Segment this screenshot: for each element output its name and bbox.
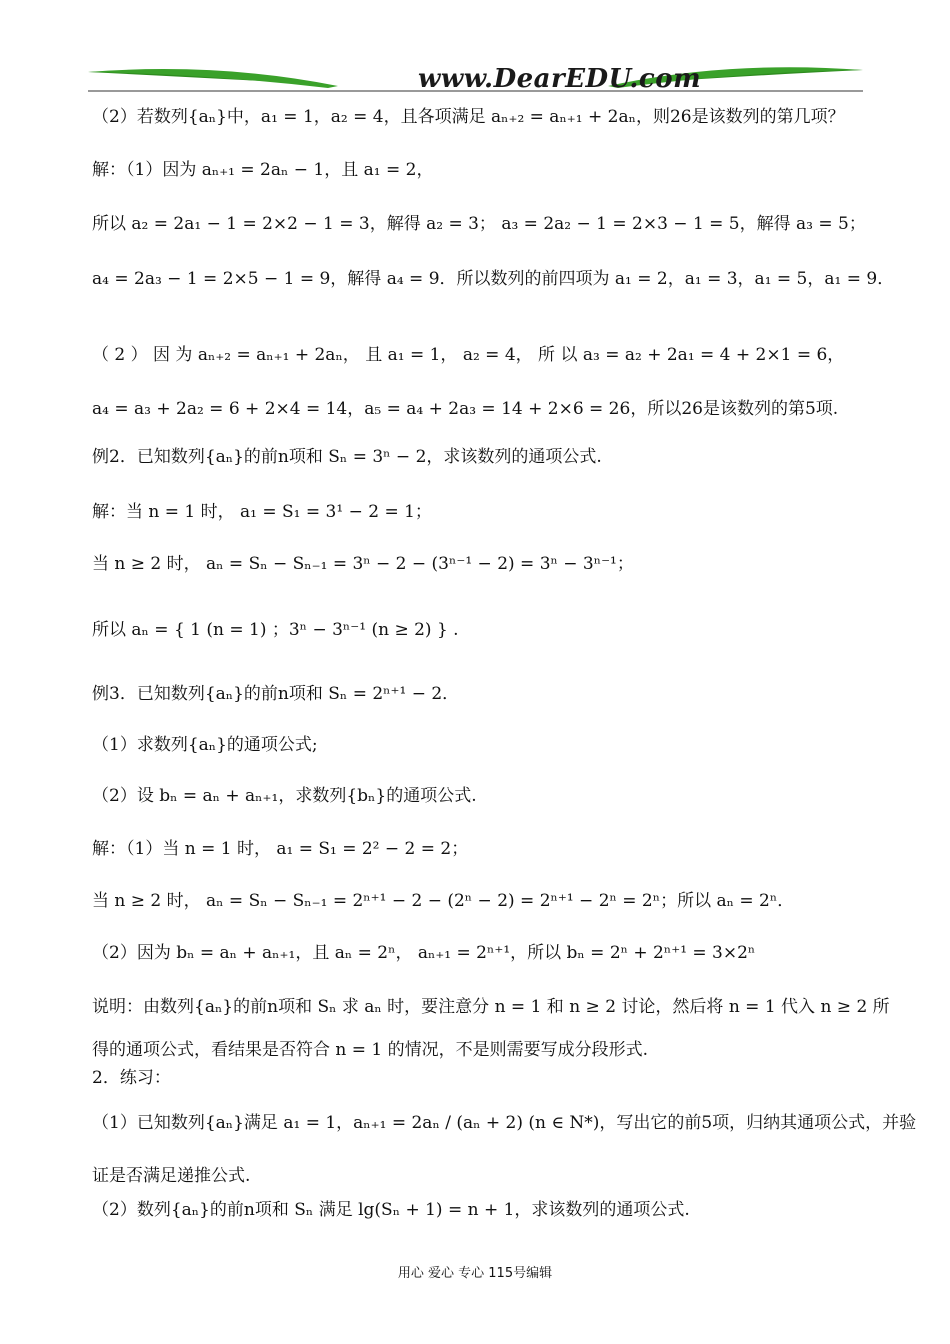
text-line-5: （ 2 ） 因 为 aₙ₊₂ = aₙ₊₁ + 2aₙ， 且 a₁ = 1， a₂ = 4， 所 以 a₃ = a₂ + 2a₁ = 4 + 2×1 = 6， [92,345,845,365]
text-line-14: 解：（1）当 n = 1 时， a₁ = S₁ = 2² − 2 = 2； [92,839,469,859]
note-line-1: 说明：由数列{aₙ}的前n项和 Sₙ 求 aₙ 时，要注意分 n = 1 和 n ≥ 2 讨论，然后将 n = 1 代入 n ≥ 2 所 [92,997,890,1017]
text-line-12: （1）求数列{aₙ}的通项公式; [92,735,318,755]
text-line-9: 当 n ≥ 2 时， aₙ = Sₙ − Sₙ₋₁ = 3ⁿ − 2 − (3ⁿ⁻¹ − 2) = 3ⁿ − 3ⁿ⁻¹； [92,554,634,574]
text-line-13: （2）设 bₙ = aₙ + aₙ₊₁，求数列{bₙ}的通项公式. [92,786,477,806]
exercise-1-line-2: 证是否满足递推公式. [92,1166,251,1186]
piecewise-formula-line: 所以 aₙ = { 1 (n = 1) ；3ⁿ − 3ⁿ⁻¹ (n ≥ 2) } . [92,620,459,640]
example-3-heading: 例3．已知数列{aₙ}的前n项和 Sₙ = 2ⁿ⁺¹ − 2． [92,684,460,704]
text-line-3: 所以 a₂ = 2a₁ − 1 = 2×2 − 1 = 3，解得 a₂ = 3； a₃ = 2a₂ − 1 = 2×3 − 1 = 5，解得 a₃ = 5； [92,214,866,234]
note-line-2: 得的通项公式，看结果是否符合 n = 1 的情况，不是则需要写成分段形式. [92,1040,649,1060]
text-line-2: 解：（1）因为 aₙ₊₁ = 2aₙ − 1，且 a₁ = 2， [92,160,434,180]
text-line-15: 当 n ≥ 2 时， aₙ = Sₙ − Sₙ₋₁ = 2ⁿ⁺¹ − 2 − (2ⁿ − 2) = 2ⁿ⁺¹ − 2ⁿ = 2ⁿ；所以 aₙ = 2ⁿ． [92,891,795,911]
text-line-6: a₄ = a₃ + 2a₂ = 6 + 2×4 = 14，a₅ = a₄ + 2a₃ = 14 + 2×6 = 26，所以26是该数列的第5项. [92,399,839,419]
text-line-16: （2）因为 bₙ = aₙ + aₙ₊₁，且 aₙ = 2ⁿ， aₙ₊₁ = 2ⁿ⁺¹，所以 bₙ = 2ⁿ + 2ⁿ⁺¹ = 3×2ⁿ [92,943,756,963]
exercise-1-line-1: （1）已知数列{aₙ}满足 a₁ = 1，aₙ₊₁ = 2aₙ / (aₙ + 2) (n ∈ N*)，写出它的前5项，归纳其通项公式，并验 [92,1113,917,1133]
exercise-2-line: （2）数列{aₙ}的前n项和 Sₙ 满足 lg(Sₙ + 1) = n + 1，求该数列的通项公式. [92,1200,690,1220]
site-logo: www.DearEDU.com [418,64,702,94]
exercise-heading: 2．练习： [92,1068,171,1088]
page-footer: 用心 爱心 专心 115号编辑 [397,1266,553,1281]
text-line-8: 解：当 n = 1 时， a₁ = S₁ = 3¹ − 2 = 1； [92,502,432,522]
text-line-4: a₄ = 2a₃ − 1 = 2×5 − 1 = 9，解得 a₄ = 9．所以数列的前四项为 a₁ = 2，a₁ = 3，a₁ = 5，a₁ = 9． [92,269,895,289]
example-2-heading: 例2．已知数列{aₙ}的前n项和 Sₙ = 3ⁿ − 2，求该数列的通项公式. [92,447,602,467]
text-line-1: （2）若数列{aₙ}中，a₁ = 1，a₂ = 4，且各项满足 aₙ₊₂ = aₙ₊₁ + 2aₙ，则26是该数列的第几项？ [92,107,845,127]
page-header [88,58,863,98]
